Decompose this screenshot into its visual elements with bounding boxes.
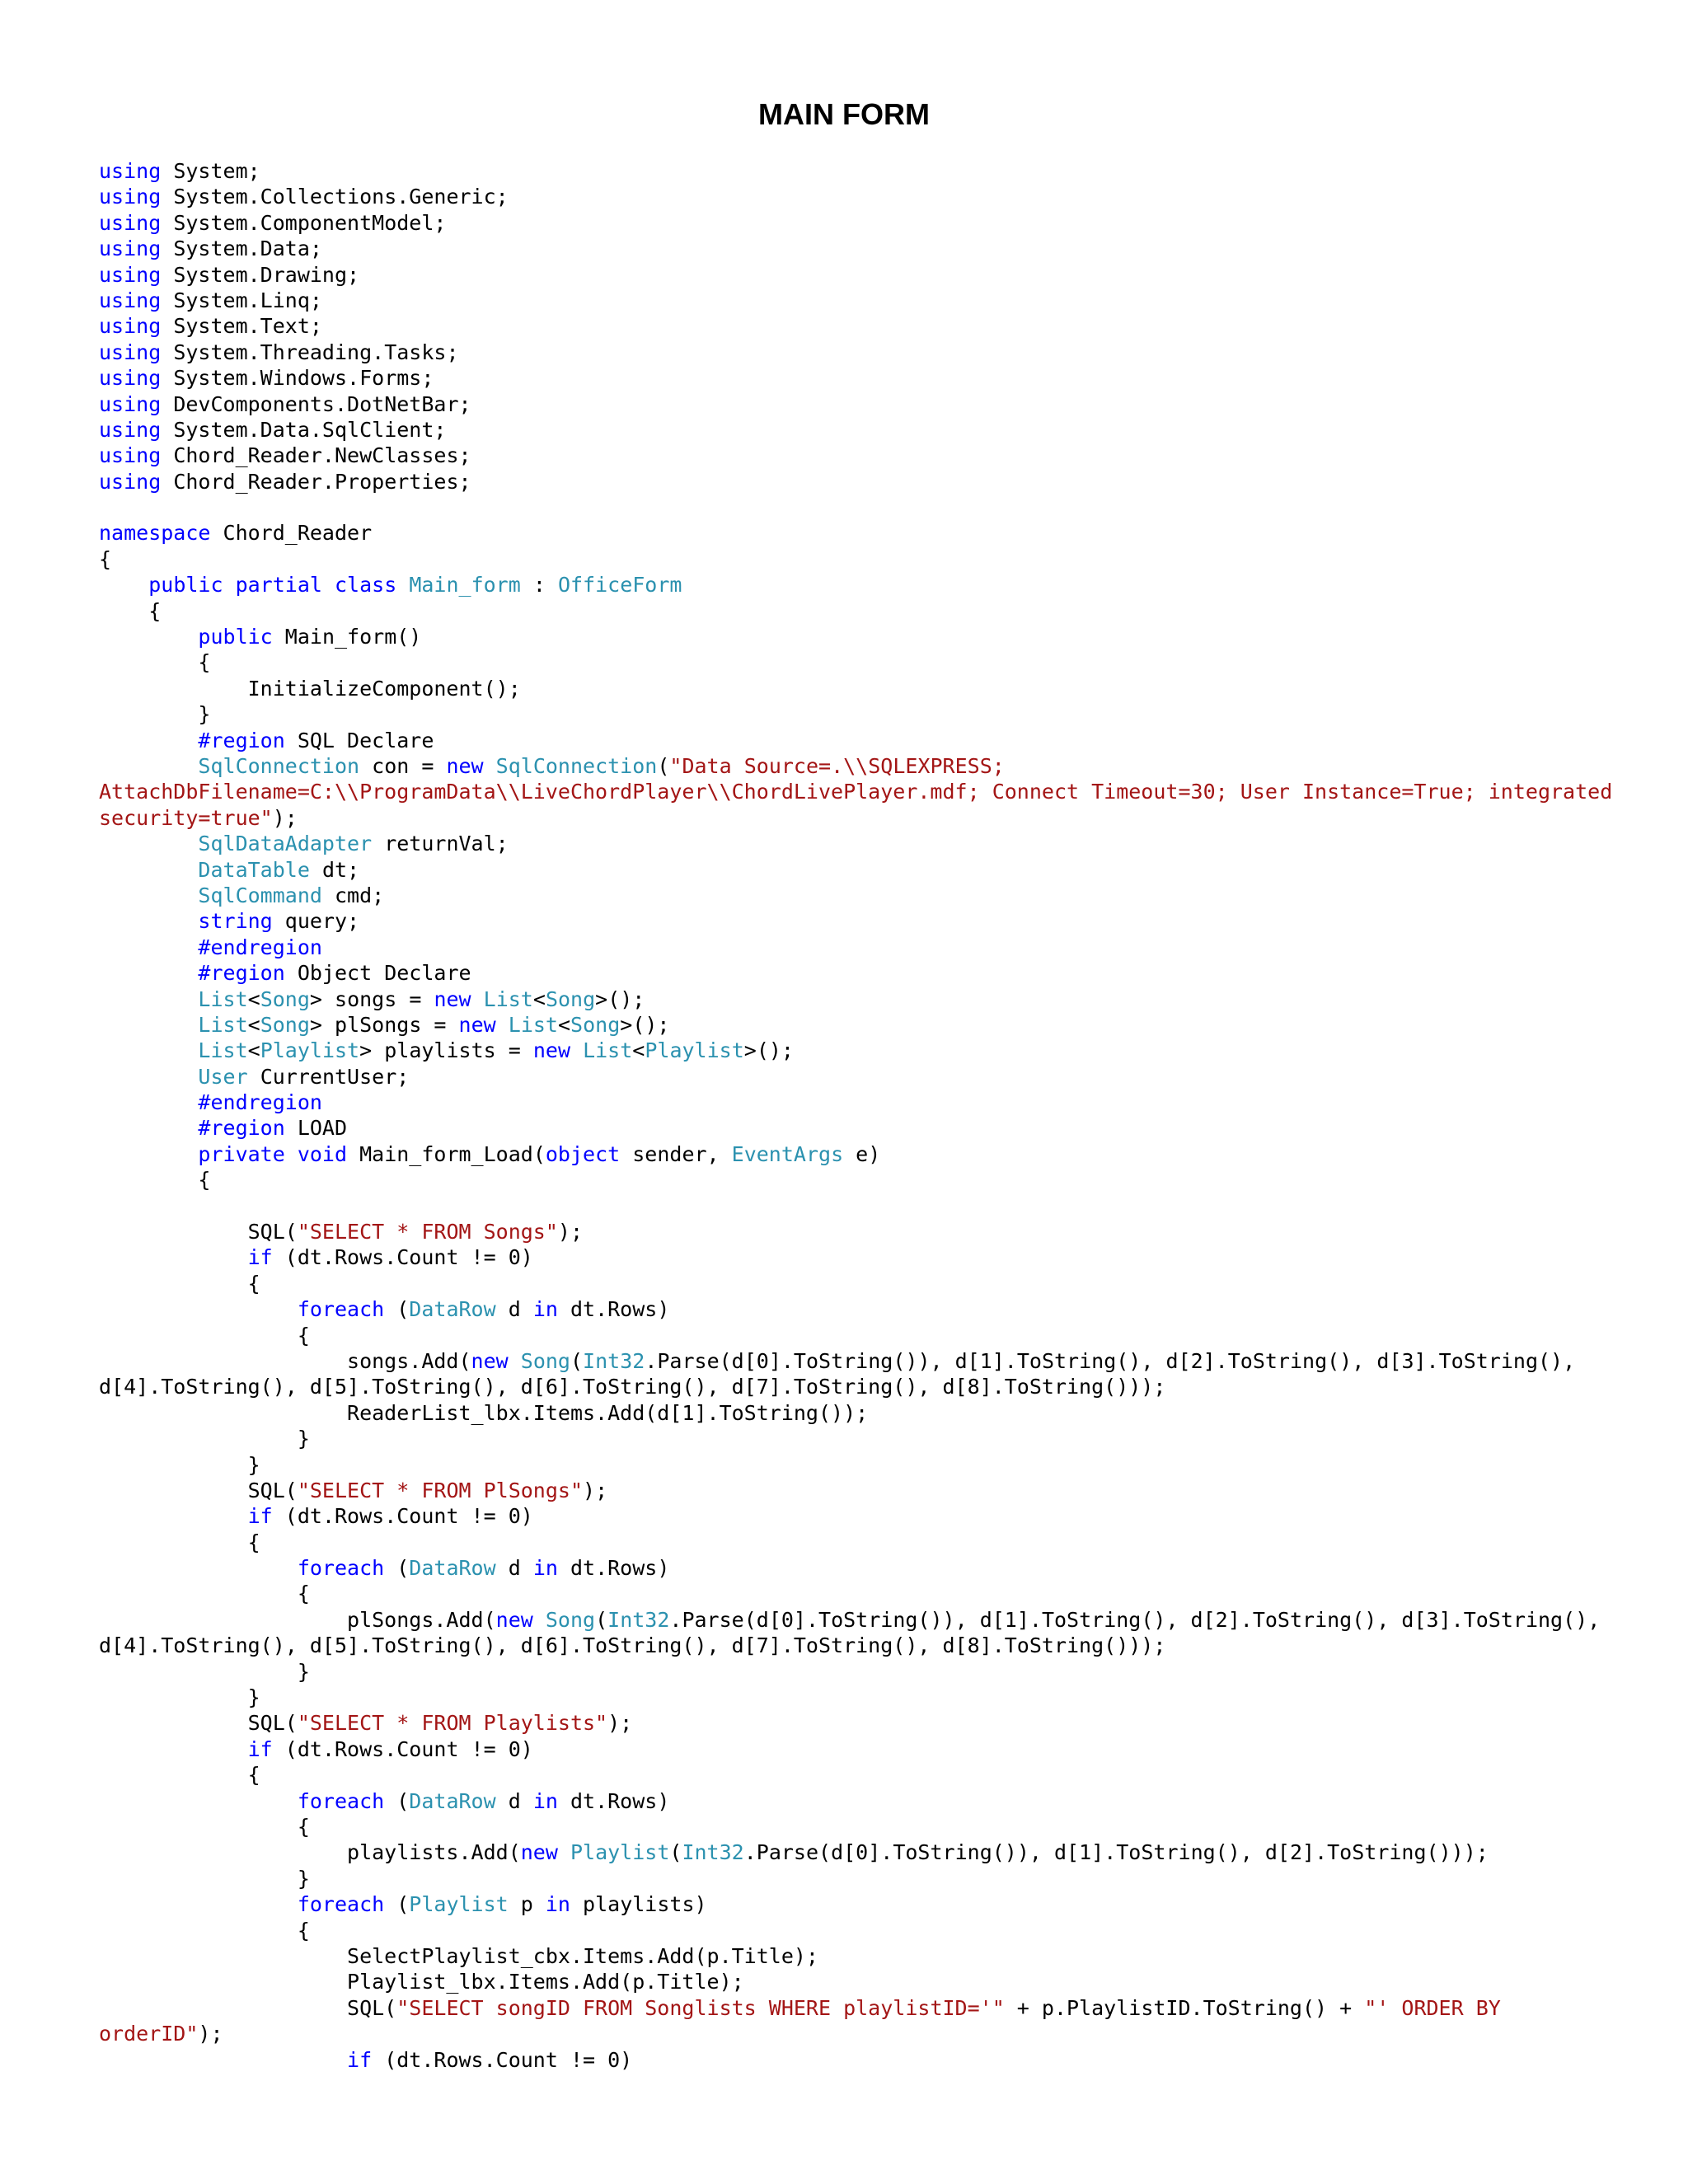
code-listing xyxy=(99,158,1613,2073)
code-token: .Parse(d[0].ToString()), d[1].ToString(), d[2].ToString())); xyxy=(743,1840,1489,1865)
code-token: System.Collections.Generic; xyxy=(161,185,509,209)
code-line xyxy=(99,753,1607,779)
code-token: orderID" xyxy=(99,2022,199,2046)
code-token: System.Data.SqlClient; xyxy=(161,417,447,442)
code-token: Chord_Reader.NewClasses; xyxy=(161,443,471,468)
code-token: { xyxy=(99,1815,310,1839)
code-line xyxy=(99,779,1613,804)
code-line xyxy=(99,598,1607,624)
code-line xyxy=(99,1659,1607,1685)
code-line xyxy=(99,1762,1607,1788)
code-token: + p.PlaylistID.ToString() + xyxy=(1004,1995,1365,2020)
code-token: foreach xyxy=(297,1556,385,1581)
code-token: new xyxy=(520,1840,558,1865)
code-token: SQL( xyxy=(99,1478,298,1502)
code-token: DataRow xyxy=(409,1297,496,1322)
code-token: SqlDataAdapter xyxy=(198,832,373,856)
code-token: d xyxy=(495,1556,533,1581)
code-token: in xyxy=(532,1297,558,1322)
code-token: d[4].ToString(), d[5].ToString(), d[6].ToString(), d[7].ToString(), d[8].ToString())); xyxy=(99,1633,1166,1658)
code-line xyxy=(99,1193,1607,1219)
code-token: Int32 xyxy=(583,1348,645,1373)
code-token: AttachDbFilename=C:\\ProgramData\\LiveChordPlayer\\ChordLivePlayer.mdf; Connect Timeout=30; User Instance=True; integrated xyxy=(99,780,1613,804)
code-token: { xyxy=(99,1168,211,1193)
code-token: (dt.Rows.Count != 0) xyxy=(272,1245,533,1270)
code-token: Song xyxy=(260,987,310,1011)
code-token: new xyxy=(458,1012,496,1037)
code-token: ); xyxy=(583,1478,608,1502)
code-line xyxy=(99,1607,1607,1633)
code-token xyxy=(99,832,198,855)
code-line xyxy=(99,417,1607,443)
code-token: new xyxy=(532,1038,570,1063)
code-token xyxy=(484,754,496,778)
code-token: new xyxy=(446,753,484,778)
code-token: } xyxy=(99,1427,310,1451)
code-line xyxy=(99,365,1607,391)
code-line xyxy=(99,987,1607,1012)
code-token xyxy=(99,2048,347,2072)
code-token: ( xyxy=(595,1607,608,1632)
code-token: < xyxy=(247,987,260,1011)
code-line xyxy=(99,184,1607,209)
code-token: security=true" xyxy=(99,805,273,830)
code-token: ReaderList_lbx.Items.Add(d[1].ToString()); xyxy=(99,1400,869,1425)
code-line xyxy=(99,1244,1607,1270)
code-token: using xyxy=(99,288,162,312)
code-token xyxy=(99,1297,298,1321)
code-token: (dt.Rows.Count != 0) xyxy=(272,1504,533,1529)
code-line xyxy=(99,1064,1607,1090)
code-token: ( xyxy=(384,1892,410,1917)
code-line xyxy=(99,1530,1607,1555)
code-token: SQL( xyxy=(99,1711,298,1736)
code-token xyxy=(99,858,198,882)
code-token: Int32 xyxy=(682,1840,744,1865)
code-token: ( xyxy=(384,1556,410,1581)
code-token: "SELECT songID FROM Songlists WHERE playlistID='" xyxy=(396,1995,1005,2020)
code-token: using xyxy=(99,159,162,183)
code-token: public xyxy=(198,625,273,649)
code-token: con = xyxy=(359,753,447,778)
code-token: string xyxy=(198,909,273,934)
code-token: List xyxy=(198,987,248,1011)
code-line xyxy=(99,520,1607,546)
code-token: ( xyxy=(657,753,670,778)
code-token: "Data Source=.\\SQLEXPRESS; xyxy=(669,753,1005,778)
code-line xyxy=(99,1581,1607,1606)
code-token: sender, xyxy=(620,1141,732,1166)
code-token xyxy=(99,1090,198,1114)
code-token: > playlists = xyxy=(359,1038,533,1063)
code-token: { xyxy=(99,546,112,571)
code-line xyxy=(99,1478,1607,1503)
code-token: "SELECT * FROM PlSongs" xyxy=(297,1478,584,1502)
code-line xyxy=(99,1685,1607,1710)
code-token: ( xyxy=(669,1840,682,1865)
code-token: < xyxy=(532,987,546,1011)
code-token: Chord_Reader xyxy=(210,521,373,546)
code-line xyxy=(99,1323,1607,1348)
code-token xyxy=(99,1038,198,1062)
code-token: ); xyxy=(198,2022,223,2046)
code-token: Playlist xyxy=(570,1840,670,1865)
code-token: : xyxy=(520,573,558,598)
code-line xyxy=(99,857,1607,883)
code-token: SQL( xyxy=(99,1220,298,1244)
code-token: Playlist xyxy=(260,1038,360,1063)
code-token: System; xyxy=(161,159,260,183)
code-token: System.ComponentModel; xyxy=(161,210,447,235)
code-token: dt.Rows) xyxy=(557,1788,670,1813)
code-token: >(); xyxy=(743,1038,794,1063)
code-token: System.Threading.Tasks; xyxy=(161,340,459,364)
code-token: p xyxy=(508,1892,546,1917)
code-token xyxy=(99,1065,198,1089)
code-token: using xyxy=(99,210,162,235)
code-token xyxy=(99,935,198,959)
code-token xyxy=(99,1789,298,1813)
code-line xyxy=(99,935,1607,960)
code-token: SelectPlaylist_cbx.Items.Add(p.Title); xyxy=(99,1943,818,1968)
code-token: ( xyxy=(384,1788,410,1813)
code-token: using xyxy=(99,314,162,339)
code-token xyxy=(496,1013,509,1037)
code-line xyxy=(99,1090,1607,1115)
code-line xyxy=(99,1633,1607,1658)
code-line xyxy=(99,1503,1607,1529)
code-token: #region xyxy=(198,728,285,752)
code-token: #endregion xyxy=(198,935,322,959)
code-token: System.Windows.Forms; xyxy=(161,366,434,391)
code-token: ( xyxy=(570,1348,584,1373)
code-token: foreach xyxy=(297,1892,385,1917)
code-token: cmd; xyxy=(321,883,385,907)
code-token: query; xyxy=(272,909,360,934)
code-line xyxy=(99,1426,1607,1451)
code-line xyxy=(99,1374,1607,1399)
code-token: new xyxy=(495,1607,533,1632)
code-token: List xyxy=(198,1012,248,1037)
code-token: Playlist xyxy=(409,1892,509,1917)
code-token: Song xyxy=(520,1348,570,1373)
code-token: } xyxy=(99,1659,310,1684)
code-token: >(); xyxy=(595,987,645,1011)
code-token: #region xyxy=(198,1116,285,1141)
code-token: private void xyxy=(198,1141,348,1166)
code-token: returnVal; xyxy=(372,832,509,856)
code-token: ); xyxy=(607,1711,633,1736)
code-line xyxy=(99,2047,1607,2073)
code-token: .Parse(d[0].ToString()), d[1].ToString(), d[2].ToString(), d[3].ToString(), xyxy=(669,1607,1601,1632)
code-token xyxy=(570,1038,583,1062)
code-token xyxy=(99,573,148,597)
code-line xyxy=(99,1141,1607,1167)
code-token: e) xyxy=(843,1141,881,1166)
code-token: if xyxy=(347,2047,373,2072)
code-line xyxy=(99,701,1607,727)
code-token: (dt.Rows.Count != 0) xyxy=(372,2047,633,2072)
code-line xyxy=(99,236,1607,261)
code-line xyxy=(99,1918,1607,1943)
code-token xyxy=(396,573,409,597)
code-token: Song xyxy=(545,987,596,1011)
code-token: } xyxy=(99,702,211,727)
code-token: playlists.Add( xyxy=(99,1840,521,1865)
code-token: Main_form() xyxy=(272,625,422,649)
code-token: Int32 xyxy=(607,1607,670,1632)
code-token xyxy=(533,1608,546,1632)
code-line xyxy=(99,1348,1607,1374)
code-token: ( xyxy=(384,1297,410,1322)
code-token xyxy=(99,909,198,933)
code-line xyxy=(99,1167,1607,1193)
code-line xyxy=(99,676,1607,701)
code-token: ); xyxy=(557,1220,584,1244)
code-token: using xyxy=(99,237,162,261)
code-token: } xyxy=(99,1866,310,1891)
code-token: DataRow xyxy=(409,1788,496,1813)
code-token: (dt.Rows.Count != 0) xyxy=(272,1736,533,1761)
code-token: { xyxy=(99,598,162,623)
code-token: User xyxy=(198,1064,248,1089)
code-line xyxy=(99,1710,1607,1736)
code-token: Song xyxy=(545,1607,596,1632)
code-token: using xyxy=(99,340,162,364)
code-token: { xyxy=(99,650,211,675)
code-token: } xyxy=(99,1452,260,1477)
code-line xyxy=(99,391,1607,417)
code-token: Song xyxy=(260,1012,310,1037)
code-token: in xyxy=(532,1556,558,1581)
code-token: SqlConnection xyxy=(198,753,360,778)
code-token: using xyxy=(99,443,162,468)
code-token xyxy=(99,883,198,907)
code-line xyxy=(99,831,1607,856)
code-token: { xyxy=(99,1918,310,1943)
code-token: List xyxy=(198,1038,248,1063)
code-token: "' ORDER BY xyxy=(1364,1995,1501,2020)
code-line xyxy=(99,313,1607,339)
code-token: Playlist xyxy=(645,1038,744,1063)
code-token: #region xyxy=(198,961,285,986)
code-token: } xyxy=(99,1685,260,1710)
code-line xyxy=(99,1866,1607,1891)
code-token xyxy=(509,1349,521,1373)
code-line xyxy=(99,572,1607,598)
code-line xyxy=(99,443,1607,468)
code-token: Playlist_lbx.Items.Add(p.Title); xyxy=(99,1970,744,1994)
code-token xyxy=(99,961,198,985)
code-token: foreach xyxy=(297,1788,385,1813)
code-token xyxy=(99,754,198,778)
code-token: >(); xyxy=(620,1012,670,1037)
code-line xyxy=(99,1115,1607,1141)
code-line xyxy=(99,1452,1607,1478)
code-token: CurrentUser; xyxy=(247,1064,410,1089)
code-token: Song xyxy=(570,1012,621,1037)
code-line xyxy=(99,1012,1607,1038)
code-token: using xyxy=(99,417,162,442)
code-token: in xyxy=(532,1788,558,1813)
code-line xyxy=(99,960,1607,986)
code-line xyxy=(99,1943,1607,1969)
code-line xyxy=(99,1038,1607,1063)
code-token: using xyxy=(99,262,162,287)
code-token: songs.Add( xyxy=(99,1348,471,1373)
code-line xyxy=(99,649,1607,675)
code-line xyxy=(99,288,1607,313)
code-token xyxy=(99,1504,248,1528)
code-token: List xyxy=(483,987,533,1011)
code-token: if xyxy=(247,1504,273,1529)
document-title: MAIN FORM xyxy=(758,97,930,131)
code-line xyxy=(99,158,1607,184)
code-token: "SELECT * FROM Playlists" xyxy=(297,1711,608,1736)
code-token xyxy=(99,1142,198,1166)
code-token: { xyxy=(99,1763,260,1788)
code-line xyxy=(99,469,1607,494)
code-token: ); xyxy=(272,805,298,830)
code-line xyxy=(99,1219,1607,1244)
code-token xyxy=(99,1245,248,1269)
code-line xyxy=(99,2021,1607,2046)
code-token: > plSongs = xyxy=(309,1012,459,1037)
code-token: in xyxy=(545,1892,570,1917)
code-line xyxy=(99,908,1607,934)
code-token: foreach xyxy=(297,1297,385,1322)
code-token: System.Linq; xyxy=(161,288,322,312)
code-token: if xyxy=(247,1736,273,1761)
code-line xyxy=(99,1296,1607,1322)
code-token: new xyxy=(471,1348,509,1373)
code-line xyxy=(99,1555,1607,1581)
code-token: public partial class xyxy=(148,573,397,598)
code-line xyxy=(99,728,1607,753)
code-token: < xyxy=(557,1012,571,1037)
code-line xyxy=(99,340,1607,365)
code-line xyxy=(99,1814,1607,1840)
code-token: Chord_Reader.Properties; xyxy=(161,469,471,494)
code-line xyxy=(99,624,1607,649)
code-token: dt; xyxy=(309,857,360,882)
code-token: < xyxy=(632,1038,645,1063)
code-token: using xyxy=(99,366,162,391)
code-token xyxy=(99,625,198,649)
code-token: DevComponents.DotNetBar; xyxy=(161,391,471,416)
code-token: using xyxy=(99,185,162,209)
code-line xyxy=(99,210,1607,236)
code-line xyxy=(99,1400,1607,1426)
code-token: > songs = xyxy=(309,987,434,1011)
code-line xyxy=(99,1840,1607,1865)
code-token: SQL Declare xyxy=(284,728,434,752)
code-token: using xyxy=(99,469,162,494)
code-line xyxy=(99,546,1607,572)
code-token: { xyxy=(99,1323,310,1347)
code-token: d xyxy=(495,1788,533,1813)
code-token: playlists) xyxy=(570,1892,707,1917)
code-token: InitializeComponent(); xyxy=(99,676,521,701)
code-token xyxy=(99,1892,298,1916)
code-token: List xyxy=(508,1012,558,1037)
code-token xyxy=(471,987,484,1011)
code-token: object xyxy=(545,1141,621,1166)
code-token: plSongs.Add( xyxy=(99,1607,496,1632)
code-token: d[4].ToString(), d[5].ToString(), d[6].ToString(), d[7].ToString(), d[8].ToString())); xyxy=(99,1375,1166,1399)
code-token: Main_form_Load( xyxy=(347,1141,546,1166)
code-token xyxy=(558,1840,570,1864)
code-token xyxy=(99,1737,248,1761)
code-token: System.Drawing; xyxy=(161,262,360,287)
code-token xyxy=(99,1116,198,1140)
code-token: OfficeForm xyxy=(557,573,682,598)
code-token: LOAD xyxy=(284,1116,348,1141)
code-token: < xyxy=(247,1038,260,1063)
code-token: if xyxy=(247,1245,273,1270)
code-line xyxy=(99,1969,1607,1994)
code-token: { xyxy=(99,1582,310,1606)
code-token: DataTable xyxy=(198,857,310,882)
code-line xyxy=(99,262,1607,288)
code-token: #endregion xyxy=(198,1090,322,1115)
code-line xyxy=(99,1736,1607,1762)
code-token: < xyxy=(247,1012,260,1037)
code-token: SQL( xyxy=(99,1995,397,2020)
code-token: Object Declare xyxy=(284,961,471,986)
code-token: System.Data; xyxy=(161,237,322,261)
code-token: SqlConnection xyxy=(495,753,658,778)
code-line xyxy=(99,1271,1607,1296)
code-token: dt.Rows) xyxy=(557,1556,670,1581)
code-line xyxy=(99,1788,1607,1814)
code-token: { xyxy=(99,1530,260,1554)
code-token: { xyxy=(99,1271,260,1296)
code-line xyxy=(99,883,1607,908)
code-token: "SELECT * FROM Songs" xyxy=(297,1220,558,1244)
code-line xyxy=(99,1891,1607,1917)
code-token: Main_form xyxy=(409,573,521,598)
code-token: d xyxy=(495,1297,533,1322)
code-token: SqlCommand xyxy=(198,883,322,907)
code-token: .Parse(d[0].ToString()), d[1].ToString(), d[2].ToString(), d[3].ToString(), xyxy=(645,1348,1576,1373)
code-token xyxy=(99,1556,298,1580)
code-token: List xyxy=(583,1038,633,1063)
code-token: using xyxy=(99,391,162,416)
code-token: dt.Rows) xyxy=(557,1297,670,1322)
code-line xyxy=(99,805,1607,831)
code-token xyxy=(99,1013,198,1037)
code-token xyxy=(99,729,198,752)
code-token xyxy=(99,987,198,1011)
code-line xyxy=(99,1995,1607,2021)
code-token: DataRow xyxy=(409,1556,496,1581)
code-token: EventArgs xyxy=(731,1141,844,1166)
code-line xyxy=(99,494,1607,520)
code-token: System.Text; xyxy=(161,314,322,339)
code-token: namespace xyxy=(99,521,211,546)
code-token: new xyxy=(434,987,471,1011)
